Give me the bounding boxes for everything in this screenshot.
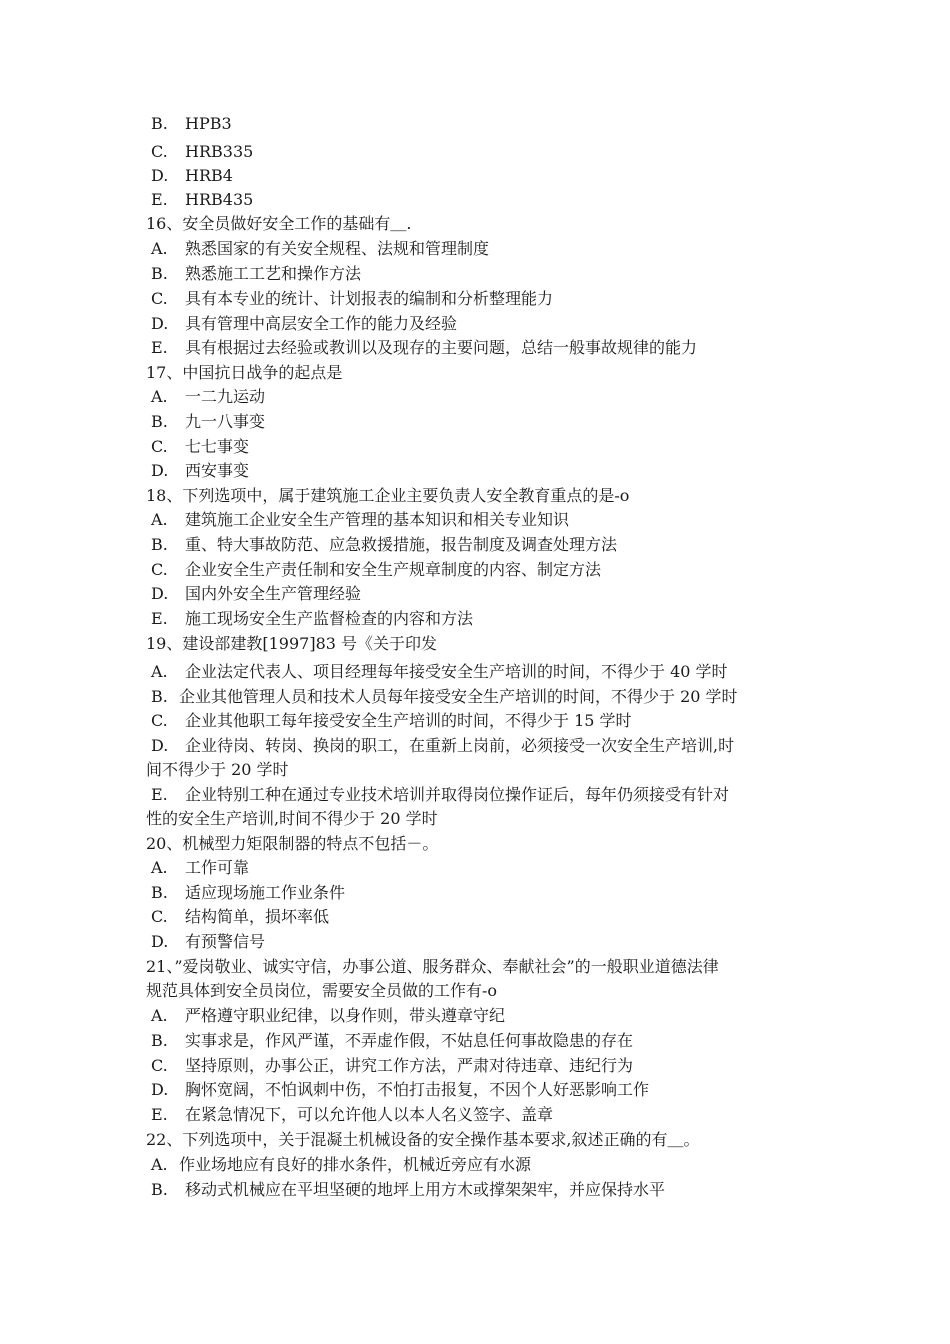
option-line	[151, 1056, 831, 1076]
option-letter: B.	[151, 412, 168, 431]
option-letter: B.	[151, 883, 168, 902]
option-letter: B.	[151, 264, 168, 283]
option-line	[151, 338, 831, 358]
option-text: 具有本专业的统计、计划报表的编制和分析整理能力	[185, 289, 554, 308]
option-letter: D.	[151, 932, 169, 951]
option-text: 在紧急情况下，可以允许他人以本人名义签字、盖章	[185, 1105, 554, 1124]
question-18: 18、下列选项中，属于建筑施工企业主要负责人安全教育重点的是-o	[146, 486, 630, 505]
option-text: HRB335	[185, 142, 254, 161]
question-17: 17、中国抗日战争的起点是	[146, 363, 343, 382]
option-text: 实事求是，作风严谨，不弄虚作假，不姑息任何事故隐患的存在	[185, 1031, 634, 1050]
option-text: 结构简单，损坏率低	[185, 907, 330, 926]
option-line	[151, 239, 831, 259]
option-line	[151, 510, 831, 530]
option-letter: C.	[151, 711, 168, 730]
option-text: 有预警信号	[185, 932, 266, 951]
option-line	[151, 932, 831, 952]
option-line	[151, 662, 831, 682]
option-line	[151, 609, 831, 629]
option-line	[151, 437, 831, 457]
option-letter: B.	[151, 1180, 168, 1199]
option-line	[151, 1006, 831, 1026]
option-line	[151, 1031, 831, 1051]
option-line	[151, 142, 831, 162]
option-line	[151, 858, 831, 878]
option-text: 作业场地应有良好的排水条件，机械近旁应有水源	[179, 1155, 532, 1174]
option-letter: C.	[151, 907, 168, 926]
option-line	[151, 314, 831, 334]
option-letter: E.	[151, 609, 168, 628]
option-letter: D.	[151, 461, 169, 480]
option-line	[151, 264, 831, 284]
option-letter: A.	[151, 1006, 168, 1025]
option-text: 企业法定代表人、项目经理每年接受安全生产培训的时间，不得少于 40 学时	[185, 662, 728, 681]
option-letter: C.	[151, 437, 168, 456]
option-letter: A.	[151, 239, 168, 258]
option-text: 具有管理中高层安全工作的能力及经验	[185, 314, 458, 333]
option-line	[151, 190, 831, 210]
option-text: 七七事变	[185, 437, 250, 456]
option-letter: B.	[151, 535, 168, 554]
option-text: 企业特别工种在通过专业技术培训并取得岗位操作证后，每年仍须接受有针对	[185, 785, 730, 804]
option-line	[151, 584, 831, 604]
option-line	[151, 711, 831, 731]
option-text: 适应现场施工作业条件	[185, 883, 346, 902]
option-text: 熟悉国家的有关安全规程、法规和管理制度	[185, 239, 490, 258]
option-text: 严格遵守职业纪律，以身作则，带头遵章守纪	[185, 1006, 506, 1025]
option-text: 企业其他管理人员和技术人员每年接受安全生产培训的时间，不得少于 20 学时	[179, 687, 738, 706]
option-letter: E.	[151, 338, 168, 357]
option-text: 坚持原则，办事公正，讲究工作方法，严肃对待违章、违纪行为	[185, 1056, 634, 1075]
question-21: 21、”爱岗敬业、诚实守信，办事公道、服务群众、奉献社会”的一般职业道德法律	[146, 957, 719, 976]
option-line	[151, 166, 831, 186]
option-text: 一二九运动	[185, 387, 266, 406]
option-text: 具有根据过去经验或教训以及现存的主要问题，总结一般事故规律的能力	[185, 338, 698, 357]
option-line	[151, 535, 831, 555]
option-letter: D.	[151, 584, 169, 603]
option-text: 企业安全生产责任制和安全生产规章制度的内容、制定方法	[185, 560, 602, 579]
option-line	[151, 907, 831, 927]
option-text: HRB435	[185, 190, 254, 209]
option-line	[151, 387, 831, 407]
option-text: HRB4	[185, 166, 233, 185]
option-letter: C.	[151, 560, 168, 579]
option-line	[151, 1155, 831, 1175]
continuation-line: 性的安全生产培训,时间不得少于 20 学时	[146, 809, 438, 828]
option-letter: A.	[151, 858, 168, 877]
option-line	[151, 1105, 831, 1125]
option-text: 企业待岗、转岗、换岗的职工，在重新上岗前，必须接受一次安全生产培训,时	[185, 736, 735, 755]
option-line	[151, 1180, 831, 1200]
option-letter: B.	[151, 1031, 168, 1050]
option-text: 熟悉施工工艺和操作方法	[185, 264, 362, 283]
option-letter: C.	[151, 1056, 168, 1075]
option-text: 九一八事变	[185, 412, 266, 431]
option-letter: A.	[151, 510, 168, 529]
option-letter: B.	[151, 687, 168, 706]
option-letter: E.	[151, 785, 168, 804]
question-20: 20、机械型力矩限制器的特点不包括－。	[146, 834, 439, 853]
option-text: HPB3	[185, 114, 232, 133]
question-16: 16、安全员做好安全工作的基础有＿.	[146, 214, 412, 233]
option-line	[151, 883, 831, 903]
option-text: 西安事变	[185, 461, 250, 480]
option-letter: D.	[151, 166, 169, 185]
option-letter: C.	[151, 289, 168, 308]
option-letter: D.	[151, 736, 169, 755]
continuation-line: 间不得少于 20 学时	[146, 760, 289, 779]
option-line	[151, 736, 831, 756]
option-text: 企业其他职工每年接受安全生产培训的时间，不得少于 15 学时	[185, 711, 632, 730]
option-letter: B.	[151, 114, 168, 133]
option-line	[151, 1080, 831, 1100]
option-line	[151, 461, 831, 481]
option-letter: A.	[151, 662, 168, 681]
continuation-line: 规范具体到安全员岗位，需要安全员做的工作有-o	[146, 981, 498, 1000]
option-text: 工作可靠	[185, 858, 250, 877]
option-line	[151, 785, 831, 805]
option-letter: E.	[151, 190, 168, 209]
option-letter: E.	[151, 1105, 168, 1124]
option-line	[151, 412, 831, 432]
option-line	[151, 114, 831, 134]
option-letter: C.	[151, 142, 168, 161]
option-letter: A.	[151, 1155, 168, 1174]
option-text: 建筑施工企业安全生产管理的基本知识和相关专业知识	[185, 510, 570, 529]
option-text: 胸怀宽阔，不怕讽刺中伤，不怕打击报复，不因个人好恶影响工作	[185, 1080, 650, 1099]
question-22: 22、下列选项中，关于混凝土机械设备的安全操作基本要求,叙述正确的有＿。	[146, 1130, 700, 1149]
option-text: 重、特大事故防范、应急救援措施，报告制度及调查处理方法	[185, 535, 618, 554]
question-19: 19、建设部建教[1997]83 号《关于印发	[146, 634, 438, 653]
option-letter: D.	[151, 314, 169, 333]
option-line	[151, 687, 831, 707]
option-text: 移动式机械应在平坦坚硬的地坪上用方木或撑架架牢，并应保持水平	[185, 1180, 666, 1199]
option-line	[151, 560, 831, 580]
option-line	[151, 289, 831, 309]
option-letter: D.	[151, 1080, 169, 1099]
option-text: 国内外安全生产管理经验	[185, 584, 362, 603]
option-text: 施工现场安全生产监督检查的内容和方法	[185, 609, 474, 628]
option-letter: A.	[151, 387, 168, 406]
